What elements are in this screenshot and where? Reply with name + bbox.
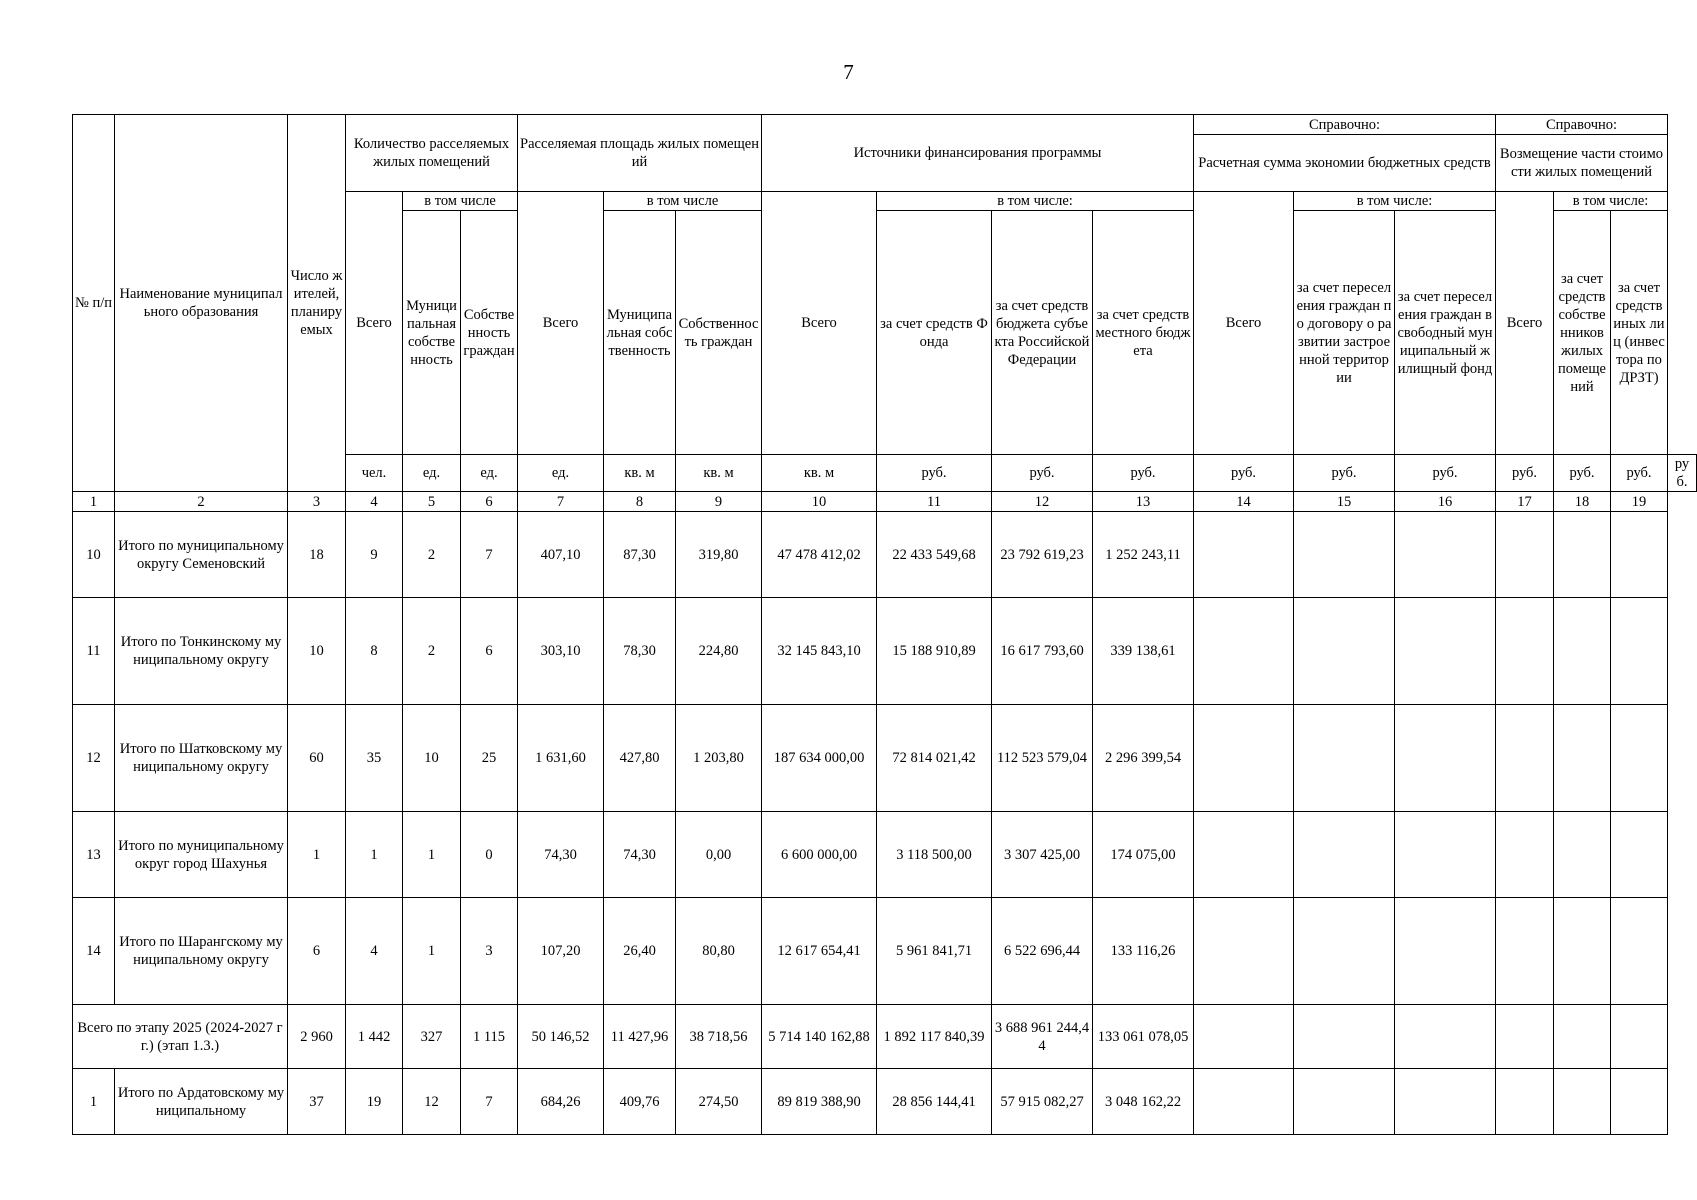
column-index: 13 <box>1093 492 1194 512</box>
total-rooms-private: 1 115 <box>461 1005 518 1069</box>
column-index: 14 <box>1194 492 1294 512</box>
empty-cell <box>1395 812 1496 898</box>
empty-cell <box>1395 1005 1496 1069</box>
empty-cell <box>1395 705 1496 812</box>
row-fin-subject: 3 307 425,00 <box>992 812 1093 898</box>
row-area-private: 319,80 <box>676 512 762 598</box>
empty-cell <box>1554 1005 1611 1069</box>
header-num: № п/п <box>73 115 115 492</box>
row-rooms-total: 1 <box>346 812 403 898</box>
column-index: 15 <box>1294 492 1395 512</box>
row-fin-total: 89 819 388,90 <box>762 1069 877 1135</box>
row-rooms-municipal: 12 <box>403 1069 461 1135</box>
row-area-municipal: 87,30 <box>604 512 676 598</box>
row-area-municipal: 409,76 <box>604 1069 676 1135</box>
column-index: 7 <box>518 492 604 512</box>
unit-cell: руб. <box>1668 455 1697 492</box>
empty-cell <box>1554 705 1611 812</box>
row-num: 10 <box>73 512 115 598</box>
empty-cell <box>1496 705 1554 812</box>
row-rooms-municipal: 2 <box>403 598 461 705</box>
unit-cell: кв. м <box>604 455 676 492</box>
empty-cell <box>1395 512 1496 598</box>
row-fin-subject: 57 915 082,27 <box>992 1069 1093 1135</box>
column-index: 16 <box>1395 492 1496 512</box>
empty-cell <box>1496 512 1554 598</box>
header-name: Наименование муниципального образования <box>115 115 288 492</box>
unit-cell: руб. <box>1395 455 1496 492</box>
column-index: 4 <box>346 492 403 512</box>
total-residents: 2 960 <box>288 1005 346 1069</box>
column-index: 10 <box>762 492 877 512</box>
row-residents: 10 <box>288 598 346 705</box>
row-area-private: 224,80 <box>676 598 762 705</box>
row-name: Итого по муниципальному округу Семеновский <box>115 512 288 598</box>
row-fin-subject: 16 617 793,60 <box>992 598 1093 705</box>
header-savings-group: Расчетная сумма экономии бюджетных средств <box>1194 135 1496 192</box>
row-area-private: 274,50 <box>676 1069 762 1135</box>
row-area-total: 684,26 <box>518 1069 604 1135</box>
unit-cell: руб. <box>1611 455 1668 492</box>
empty-cell <box>1611 598 1668 705</box>
row-residents: 60 <box>288 705 346 812</box>
row-fin-local: 339 138,61 <box>1093 598 1194 705</box>
total-area-total: 50 146,52 <box>518 1005 604 1069</box>
row-num: 13 <box>73 812 115 898</box>
row-area-municipal: 26,40 <box>604 898 676 1005</box>
row-fin-total: 12 617 654,41 <box>762 898 877 1005</box>
unit-cell: ед. <box>403 455 461 492</box>
row-name: Итого по Шатковскому муниципальному округу <box>115 705 288 812</box>
empty-cell <box>1496 1069 1554 1135</box>
empty-cell <box>1554 898 1611 1005</box>
table-row <box>73 898 1697 1005</box>
unit-cell: руб. <box>1554 455 1611 492</box>
empty-cell <box>1496 598 1554 705</box>
header-rooms-group: Количество расселяемых жилых помещений <box>346 115 518 192</box>
row-fin-total: 187 634 000,00 <box>762 705 877 812</box>
column-index: 2 <box>115 492 288 512</box>
row-name: Итого по Тонкинскому муниципальному округу <box>115 598 288 705</box>
row-rooms-private: 7 <box>461 512 518 598</box>
column-index: 3 <box>288 492 346 512</box>
unit-cell: кв. м <box>762 455 877 492</box>
empty-cell <box>1496 898 1554 1005</box>
total-fin-total: 5 714 140 162,88 <box>762 1005 877 1069</box>
header-compensation-group: Возмещение части стоимости жилых помещений <box>1496 135 1668 192</box>
header-reference-1: Справочно: <box>1194 115 1496 135</box>
row-rooms-municipal: 1 <box>403 812 461 898</box>
row-fin-fund: 5 961 841,71 <box>877 898 992 1005</box>
column-index: 8 <box>604 492 676 512</box>
header-residents: Число жителей, планируемых <box>288 115 346 492</box>
header-area-incl: в том числе <box>604 192 762 211</box>
empty-cell <box>1395 898 1496 1005</box>
header-comp-other: за счет средств иных лиц (инвестора по ДРЗТ) <box>1611 211 1668 455</box>
row-rooms-municipal: 2 <box>403 512 461 598</box>
header-area-total: Всего <box>518 192 604 455</box>
column-index: 9 <box>676 492 762 512</box>
unit-cell: ед. <box>518 455 604 492</box>
row-rooms-private: 0 <box>461 812 518 898</box>
row-area-municipal: 427,80 <box>604 705 676 812</box>
row-fin-fund: 3 118 500,00 <box>877 812 992 898</box>
column-index: 18 <box>1554 492 1611 512</box>
total-rooms-total: 1 442 <box>346 1005 403 1069</box>
row-rooms-total: 8 <box>346 598 403 705</box>
row-fin-fund: 28 856 144,41 <box>877 1069 992 1135</box>
total-area-private: 38 718,56 <box>676 1005 762 1069</box>
empty-cell <box>1294 512 1395 598</box>
table-row <box>73 598 1697 705</box>
row-residents: 18 <box>288 512 346 598</box>
unit-cell: руб. <box>1496 455 1554 492</box>
column-index: 17 <box>1496 492 1554 512</box>
empty-cell <box>1395 598 1496 705</box>
row-area-total: 407,10 <box>518 512 604 598</box>
empty-cell <box>1611 898 1668 1005</box>
header-finance-group: Источники финансирования программы <box>762 115 1194 192</box>
row-fin-subject: 23 792 619,23 <box>992 512 1093 598</box>
row-rooms-total: 4 <box>346 898 403 1005</box>
header-fin-local: за счет средств местного бюджета <box>1093 211 1194 455</box>
page-number: 7 <box>843 60 854 84</box>
unit-cell: руб. <box>1194 455 1294 492</box>
header-area-private: Собственность граждан <box>676 211 762 455</box>
empty-cell <box>1611 512 1668 598</box>
row-num: 12 <box>73 705 115 812</box>
header-rooms-incl: в том числе <box>403 192 518 211</box>
row-residents: 1 <box>288 812 346 898</box>
table-row <box>73 812 1697 898</box>
table-row <box>73 1069 1697 1135</box>
row-area-private: 0,00 <box>676 812 762 898</box>
row-name: Итого по муниципальному округ город Шахунья <box>115 812 288 898</box>
total-fin-fund: 1 892 117 840,39 <box>877 1005 992 1069</box>
header-sav-territory: за счет переселения граждан по договору о развитии застроенной территории <box>1294 211 1395 455</box>
column-index: 6 <box>461 492 518 512</box>
row-rooms-total: 35 <box>346 705 403 812</box>
table-row <box>73 512 1697 598</box>
empty-cell <box>1611 812 1668 898</box>
header-area-group: Расселяемая площадь жилых помещений <box>518 115 762 192</box>
total-area-municipal: 11 427,96 <box>604 1005 676 1069</box>
unit-cell: руб. <box>877 455 992 492</box>
header-sav-free-fund: за счет переселения граждан в свободный муниципальный жилищный фонд <box>1395 211 1496 455</box>
row-area-total: 1 631,60 <box>518 705 604 812</box>
column-index: 12 <box>992 492 1093 512</box>
row-area-private: 80,80 <box>676 898 762 1005</box>
table-row <box>73 705 1697 812</box>
row-residents: 37 <box>288 1069 346 1135</box>
header-comp-total: Всего <box>1496 192 1554 455</box>
empty-cell <box>1294 898 1395 1005</box>
row-fin-fund: 22 433 549,68 <box>877 512 992 598</box>
stage-total-row <box>73 1005 1697 1069</box>
row-area-total: 74,30 <box>518 812 604 898</box>
row-area-municipal: 74,30 <box>604 812 676 898</box>
empty-cell <box>1611 1069 1668 1135</box>
unit-cell: руб. <box>992 455 1093 492</box>
row-name: Итого по Ардатовскому муниципальному <box>115 1069 288 1135</box>
unit-cell: руб. <box>1294 455 1395 492</box>
row-num: 14 <box>73 898 115 1005</box>
header-comp-owners: за счет средств собственников жилых помещений <box>1554 211 1611 455</box>
header-fin-incl: в том числе: <box>877 192 1194 211</box>
column-index: 5 <box>403 492 461 512</box>
empty-cell <box>1194 705 1294 812</box>
row-area-private: 1 203,80 <box>676 705 762 812</box>
column-index: 19 <box>1611 492 1668 512</box>
empty-cell <box>1194 598 1294 705</box>
empty-cell <box>1554 598 1611 705</box>
row-rooms-total: 9 <box>346 512 403 598</box>
empty-cell <box>1611 1005 1668 1069</box>
header-rooms-private: Собственность граждан <box>461 211 518 455</box>
total-rooms-municipal: 327 <box>403 1005 461 1069</box>
header-fin-subject: за счет средств бюджета субъекта Российской Федерации <box>992 211 1093 455</box>
empty-cell <box>1194 812 1294 898</box>
empty-cell <box>1294 1069 1395 1135</box>
stage-total-label: Всего по этапу 2025 (2024-2027 гг.) (этап 1.3.) <box>73 1005 288 1069</box>
row-fin-subject: 6 522 696,44 <box>992 898 1093 1005</box>
row-area-total: 107,20 <box>518 898 604 1005</box>
header-rooms-municipal: Муниципальная собственность <box>403 211 461 455</box>
row-rooms-private: 6 <box>461 598 518 705</box>
row-fin-local: 174 075,00 <box>1093 812 1194 898</box>
empty-cell <box>1194 898 1294 1005</box>
row-fin-total: 6 600 000,00 <box>762 812 877 898</box>
empty-cell <box>1294 1005 1395 1069</box>
unit-cell: кв. м <box>676 455 762 492</box>
empty-cell <box>1554 812 1611 898</box>
header-sav-total: Всего <box>1194 192 1294 455</box>
header-sav-incl: в том числе: <box>1294 192 1496 211</box>
column-index: 11 <box>877 492 992 512</box>
empty-cell <box>1194 1005 1294 1069</box>
header-fin-total: Всего <box>762 192 877 455</box>
row-fin-subject: 112 523 579,04 <box>992 705 1093 812</box>
resettlement-table <box>72 114 1697 1135</box>
column-index: 1 <box>73 492 115 512</box>
row-num: 1 <box>73 1069 115 1135</box>
unit-cell: руб. <box>1093 455 1194 492</box>
unit-cell: ед. <box>461 455 518 492</box>
row-fin-total: 32 145 843,10 <box>762 598 877 705</box>
empty-cell <box>1554 512 1611 598</box>
empty-cell <box>1294 598 1395 705</box>
empty-cell <box>1294 705 1395 812</box>
header-rooms-total: Всего <box>346 192 403 455</box>
total-fin-subject: 3 688 961 244,44 <box>992 1005 1093 1069</box>
row-rooms-total: 19 <box>346 1069 403 1135</box>
row-fin-fund: 15 188 910,89 <box>877 598 992 705</box>
row-rooms-private: 3 <box>461 898 518 1005</box>
row-fin-fund: 72 814 021,42 <box>877 705 992 812</box>
empty-cell <box>1395 1069 1496 1135</box>
empty-cell <box>1194 1069 1294 1135</box>
row-fin-local: 133 116,26 <box>1093 898 1194 1005</box>
row-area-total: 303,10 <box>518 598 604 705</box>
header-fin-fund: за счет средств Фонда <box>877 211 992 455</box>
header-area-municipal: Муниципальная собственность <box>604 211 676 455</box>
empty-cell <box>1496 812 1554 898</box>
row-rooms-private: 25 <box>461 705 518 812</box>
total-fin-local: 133 061 078,05 <box>1093 1005 1194 1069</box>
header-comp-incl: в том числе: <box>1554 192 1668 211</box>
empty-cell <box>1554 1069 1611 1135</box>
row-rooms-municipal: 1 <box>403 898 461 1005</box>
row-fin-local: 2 296 399,54 <box>1093 705 1194 812</box>
row-fin-local: 1 252 243,11 <box>1093 512 1194 598</box>
empty-cell <box>1611 705 1668 812</box>
row-name: Итого по Шарангскому муниципальному округу <box>115 898 288 1005</box>
row-area-municipal: 78,30 <box>604 598 676 705</box>
row-fin-local: 3 048 162,22 <box>1093 1069 1194 1135</box>
empty-cell <box>1294 812 1395 898</box>
row-rooms-private: 7 <box>461 1069 518 1135</box>
row-rooms-municipal: 10 <box>403 705 461 812</box>
header-reference-2: Справочно: <box>1496 115 1668 135</box>
empty-cell <box>1496 1005 1554 1069</box>
row-fin-total: 47 478 412,02 <box>762 512 877 598</box>
row-num: 11 <box>73 598 115 705</box>
empty-cell <box>1194 512 1294 598</box>
row-residents: 6 <box>288 898 346 1005</box>
unit-cell: чел. <box>346 455 403 492</box>
